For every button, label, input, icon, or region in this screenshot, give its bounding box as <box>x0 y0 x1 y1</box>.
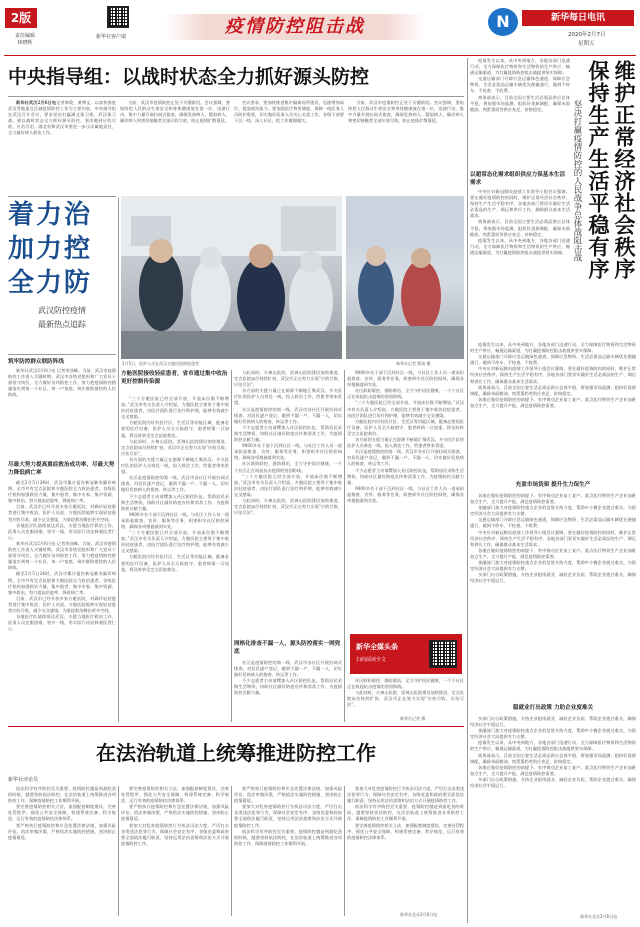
issue-date: 2020年2月7日 <box>568 32 606 38</box>
header-rule <box>4 55 636 56</box>
right-byline: 新华社北京2月6日电 <box>580 914 618 919</box>
editor-credit: 责任编辑 林晓辉 <box>14 33 35 46</box>
right-vertical-title2: 保持生产生活平稳有序 <box>586 60 610 280</box>
right-col-d: 多部门出台政策措施，支持企业稳岗就业，减轻企业负担，帮助企业渡过难关，确保经济社会平稳运行。 金融部门加大对疫情防控重点企业的信贷支持力度，帮助中小微企业渡过难关，为稳定经济社会大局提供有力支撑。 疫情发生以来，从中央到地方，各地各部门迅速行动，全力保障医疗物资和生活物资的生产供应，畅通运输渠道，为打赢疫情防控阻击战提供坚实保障。 商务部表示，目前全国主要生活必需品供应总体平稳，将加强市场监测，组织好货源调配，确保米面粮油、肉蛋菜奶等供应充足、价格稳定。 各地在做好疫情防控的前提下，有序推动企业复工复产。重点医疗物资生产企业加班加点生产，全力提升产能，满足疫情防控需要。 多部门出台政策措施，支持企业稳岗就业，减轻企业负担，帮助企业渡过难关，确保经济社会平稳运行。 <box>470 716 636 789</box>
center-photo-credit: 新华社记者 摄 <box>400 716 426 721</box>
app-label: 新华社客户端 <box>96 34 127 40</box>
slogan-line2: 加力控 <box>8 234 93 264</box>
slogan-sub2: 最新热点追踪 <box>38 320 86 329</box>
right-col-c: 各地在做好疫情防控的前提下，有序推动企业复工复产。重点医疗物资生产企业加班加点生产，全力提升产能，满足疫情防控需要。 金融部门加大对疫情防控重点企业的信贷支持力度，帮助中小微企业渡过难关，为稳定经济社会大局提供有力支撑。 交通运输部门开辟应急运输绿色通道，保障应急物资、生活必需品运输车辆优先便捷通行，做到不停车、不检查、不收费。 中央应对新冠肺炎疫情工作领导小组会议强调，要在做好疫情防控的同时，维护正常经济社会秩序，保持生产生活平稳有序。各地各部门要切实做好生活必需品的生产、调运和供应工作，确保群众基本生活需求。 各地在做好疫情防控的前提下，有序推动企业复工复产。重点医疗物资生产企业加班加点生产，全力提升产能，满足疫情防控需要。 金融部门加大对疫情防控重点企业的信贷支持力度，帮助中小微企业渡过难关，为稳定经济社会大局提供有力支撑。 多部门出台政策措施，支持企业稳岗就业，减轻企业负担，帮助企业渡过难关，确保经济社会平稳运行。 <box>470 493 636 584</box>
section-banner <box>165 14 425 40</box>
center-col1: “三个方舱医院已经全部开放，开放床位数不断增加。”武汉市有关负责人介绍说。方舱医院主要用于集中收治轻症患者，由医疗团队进行治疗和护理，能够有效减少交叉感染。 方舱医院内设有医疗区、生活区等功能区域，配备必要的医疗设备，医护人员全天候值守，患者病情一旦加重，将及时转至定点医院救治。 与此同时，火神山医院、雷神山医院建设加快推进，定点医院床位持续扩容，武汉市正在努力实现“应收尽收、应治尽治”。 各方面的支援力量正在源源不断地汇聚武汉。多支医疗队的医护人员奔赴一线，投入救治工作，给患者带来希望。 社区是疫情防控的第一线。武汉市各社区开展拉网式排查，对居民逐户登记，做到不漏一户、不漏一人，切实做好发热病人的排查、转运等工作。 不少志愿者主动请缨加入社区防控队伍，帮助居民采购生活物资，协助社区做好防疫宣传和消杀工作，为疫情防控贡献力量。 9000多名干部下沉到社区一线，与社区工作人员一道承担起排查、宣传、服务等任务，织密织牢社区防控网络，确保各项措施落到实处。 “三个方舱医院已经全部开放，开放床位数不断增加。”武汉市有关负责人介绍说。方舱医院主要用于集中收治轻症患者，由医疗团队进行治疗和护理，能够有效减少交叉感染。 方舱医院内设有医疗区、生活区等功能区域，配备必要的医疗设备，医护人员全天候值守，患者病情一旦加重，将及时转至定点医院救治。 <box>121 396 229 572</box>
right-text-top: 疫情发生以来，从中央到地方，各地各部门迅速行动，全力保障医疗物资和生活物资的生产供应，畅通运输渠道，为打赢疫情防控阻击战提供坚实保障。 交通运输部门开辟应急运输绿色通道，保障应急物资、生活必需品运输车辆优先便捷通行，做到不停车、不检查、不收费。 商务部表示，目前全国主要生活必需品供应总体平稳，将加强市场监测，组织好货源调配，确保米面粮油、肉蛋菜奶等供应充足、价格稳定。 <box>470 58 570 112</box>
lead-photo-illustration <box>121 196 342 359</box>
left-heading1: 筑牢防控群众联防阵线 <box>8 359 64 365</box>
app-promo-sub: 扫码阅读全文 <box>356 657 387 663</box>
center-col2-lower: 社区是疫情防控的第一线。武汉市各社区开展拉网式排查，对居民逐户登记，做到不漏一户、不漏一人，切实做好发热病人的排查、转运等工作。 不少志愿者主动请缨加入社区防控队伍，帮助居民采购生活物资，协助社区做好防疫宣传和消杀工作，为疫情防控贡献力量。 <box>234 660 342 696</box>
bottom-col1: 依法科学有序防控至关重要。疫情防控越是到最吃劲的时候，越要坚持依法防控，在法治轨道上统筹推进各项防控工作，保障疫情防控工作顺利开展。 要完善疫情防控相关立法，加强配套制度建设，完善处罚程序，强化公共安全保障，构建系统完备、科学规范、运行有效的疫情防控法律体系。 要严格执行疫情防控和应急处置法律法规，加强风险评估，依法审慎决策，严格依法实施防控措施，坚决防止疫情蔓延。 <box>8 786 116 840</box>
app-promo-title: 新华全媒头条 <box>356 643 398 651</box>
center-col3: 9000多名干部下沉到社区一线，与社区工作人员一道承担起排查、宣传、服务等任务，织密织牢社区防控网络，确保各项措施落到实处。 社区联防联控、群防群治，全力守护居民健康，一个个社区正在筑起抗击疫情的坚固防线。 “三个方舱医院已经全部开放，开放床位数不断增加。”武汉市有关负责人介绍说。方舱医院主要用于集中收治轻症患者，由医疗团队进行治疗和护理，能够有效减少交叉感染。 方舱医院内设有医疗区、生活区等功能区域，配备必要的医疗设备，医护人员全天候值守，患者病情一旦加重，将及时转至定点医院救治。 各方面的支援力量正在源源不断地汇聚武汉。多支医疗队的医护人员奔赴一线，投入救治工作，给患者带来希望。 社区是疫情防控的第一线。武汉市各社区开展拉网式排查，对居民逐户登记，做到不漏一户、不漏一人，切实做好发热病人的排查、转运等工作。 不少志愿者主动请缨加入社区防控队伍，帮助居民采购生活物资，协助社区做好防疫宣传和消杀工作，为疫情防控贡献力量。 9000多名干部下沉到社区一线，与社区工作人员一道承担起排查、宣传、服务等任务，织密织牢社区防控网络，确保各项措施落到实处。 <box>347 370 464 503</box>
center-heading1: 方舱医院接收轻症患者，省市通过集中收治更好控制传染源 <box>121 371 228 385</box>
right-heading-c: 稳就业打出政策 力助企业度难关 <box>512 705 594 711</box>
lead-rule <box>8 96 464 97</box>
lead-photo <box>121 196 342 359</box>
bottom-col4: 要加大对危害疫情防控行为执法司法力度，严厉打击各类违法犯罪行为，保障社会安定有序。各级党委和政府要全面依法履行职责，坚持运用法治思维和法治方式开展疫情防控工作。 依法科学有序防控至关重要。疫情防控越是到最吃劲的时候，越要坚持依法防控，在法治轨道上统筹推进各项防控工作，保障疫情防控工作顺利开展。 要完善疫情防控相关立法，加强配套制度建设，完善处罚程序，强化公共安全保障，构建系统完备、科学规范、运行有效的疫情防控法律体系。 <box>347 786 464 840</box>
lead-article-col4: 当前，武汉市疫情防控正处于关键阶段。会议强调，要始终把人民群众生命安全和身体健康放在第一位，迅速行动，集中力量开展拉网式排查，确保发热病人、疑似病人、确诊病人和密切接触者全部应收尽收，防止疫情扩散蔓延。 <box>348 100 464 124</box>
lead-article-col2: 当前，武汉市疫情防控正处于关键阶段。会议强调，要始终把人民群众生命安全和身体健康放在第一位，迅速行动，集中力量开展拉网式排查，确保发热病人、疑似病人、确诊病人和密切接触者全部应收尽收，防止疫情扩散蔓延。 <box>120 100 230 124</box>
newspaper-name: 新华每日电讯 <box>522 10 634 26</box>
slogan-sub1: 武汉防控疫情 <box>38 306 86 315</box>
slogan-line1: 着力治 <box>8 200 93 230</box>
issue-weekday: 星期五 <box>578 41 595 47</box>
center-heading2: 网格化排查不漏一人，源头防控落实一网兜底 <box>234 641 341 655</box>
center-col3-lower: 社区联防联控、群防群治，全力守护居民健康，一个个社区正在筑起抗击疫情的坚固防线。 与此同时，火神山医院、雷神山医院建设加快推进，定点医院床位持续扩容，武汉市正在努力实现“应收尽收、应治尽治”。 <box>347 678 464 708</box>
right-vertical-title1: 维护正常经济社会秩序 <box>612 60 636 280</box>
app-promo-box[interactable] <box>350 634 462 674</box>
lead-photo-caption: 2月5日，医护人员在武汉方舱医院接收患者 <box>122 361 200 366</box>
right-col-a: 中央应对新冠肺炎疫情工作领导小组会议强调，要在做好疫情防控的同时，维护正常经济社会秩序，保持生产生活平稳有序。各地各部门要切实做好生活必需品的生产、调运和供应工作，确保群众基本生活需求。 商务部表示，目前全国主要生活必需品供应总体平稳，将加强市场监测，组织好货源调配，确保米面粮油、肉蛋菜奶等供应充足、价格稳定。 疫情发生以来，从中央到地方，各地各部门迅速行动，全力保障医疗物资和生活物资的生产供应，畅通运输渠道，为打赢疫情防控阻击战提供坚实保障。 <box>470 189 570 255</box>
qr-code-icon[interactable] <box>107 6 129 28</box>
second-photo-illustration <box>346 196 464 359</box>
left-heading2: 尽最大努力提高重症救治成功率、尽最大努力降低病亡率 <box>8 462 115 476</box>
left-body2: 截至2月5日24时，武汉市累计报告新冠肺炎确诊病例，全市共有定点医院和方舱医院全力收治患者。各级医疗机构加强救治力量，集中患者、集中专家、集中资源、集中救治，努力提高治愈率、降低病亡率。 目前，武汉市已经开放多家方舱医院，对确诊轻症患者进行集中收治。医护人员说，方舱医院能够实现轻症患者应收尽收，减少交叉感染，为重症救治腾出更多空间。 各地医疗队陆续抵达武汉，支援当地医疗救治工作。医务人员克服困难，坚守一线，用实际行动诠释着医者仁心。 新华社武汉2月6日电 记者李劲峰。当前，武汉市疫情防控工作进入关键时期。武汉市各级党组织和广大党员干部坚守岗位，全力做好各项防控工作，努力把疫情防控措施落实到每一个社区、每一户家庭，筑牢群防群控的人民防线。 截至2月5日24时，武汉市累计报告新冠肺炎确诊病例，全市共有定点医院和方舱医院全力收治患者。各级医疗机构加强救治力量，集中患者、集中专家、集中资源、集中救治，努力提高治愈率、降低病亡率。 目前，武汉市已经开放多家方舱医院，对确诊轻症患者进行集中收治。医护人员说，方舱医院能够实现轻症患者应收尽收，减少交叉感染，为重症救治腾出更多空间。 各地医疗队陆续抵达武汉，支援当地医疗救治工作。医务人员克服困难，坚守一线，用实际行动诠释着医者仁心。 <box>8 480 116 632</box>
section-banner-title: 疫情防控阻击战 <box>225 16 365 37</box>
bottom-headline: 在法治轨道上统筹推进防控工作 <box>96 741 376 765</box>
page-header <box>0 0 640 60</box>
lead-headline: 中央指导组：以战时状态全力抓好源头防控 <box>8 66 370 88</box>
right-heading-a: 以超常态化需求组织供应力保基本生活需求 <box>470 172 566 186</box>
bottom-col2: 要完善疫情防控相关立法，加强配套制度建设，完善处罚程序，强化公共安全保障，构建系统完备、科学规范、运行有效的疫情防控法律体系。 要严格执行疫情防控和应急处置法律法规，加强风险评估，依法审慎决策，严格依法实施防控措施，坚决防止疫情蔓延。 要加大对危害疫情防控行为执法司法力度，严厉打击各类违法犯罪行为，保障社会安定有序。各级党委和政府要全面依法履行职责，坚持运用法治思维和法治方式开展疫情防控工作。 <box>121 786 229 846</box>
newspaper-logo-icon: N <box>488 8 518 36</box>
lead-article-col1: 新华社武汉2月6日电记者帅俊、黄博文。以加快推进武汉等地重点区域疫情防控工作为主要内容，中央指导组在武汉召开会议，要求坚决打赢湖北保卫战、武汉保卫战。要以战时状态全力抓好源头防控，坚决做到应收尽收、应治尽治。湖北省和武汉市要进一步压实属地责任，全力做好病人救治工作。 <box>8 100 116 136</box>
right-heading-b: 充盈市场货架 提升生力保生产 <box>515 482 591 488</box>
page-number-badge: 2版 <box>5 8 37 28</box>
right-vertical-subtitle: 坚决打赢疫情防控的人民战争总体战阻击战 <box>572 100 582 262</box>
bottom-section-label: 新华社评论员 <box>8 777 39 783</box>
center-col2: 与此同时，火神山医院、雷神山医院建设加快推进，定点医院床位持续扩容，武汉市正在努力实现“应收尽收、应治尽治”。 各方面的支援力量正在源源不断地汇聚武汉。多支医疗队的医护人员奔赴一线，投入救治工作，给患者带来希望。 社区是疫情防控的第一线。武汉市各社区开展拉网式排查，对居民逐户登记，做到不漏一户、不漏一人，切实做好发热病人的排查、转运等工作。 不少志愿者主动请缨加入社区防控队伍，帮助居民采购生活物资，协助社区做好防疫宣传和消杀工作，为疫情防控贡献力量。 9000多名干部下沉到社区一线，与社区工作人员一道承担起排查、宣传、服务等任务，织密织牢社区防控网络，确保各项措施落到实处。 社区联防联控、群防群治，全力守护居民健康，一个个社区正在筑起抗击疫情的坚固防线。 “三个方舱医院已经全部开放，开放床位数不断增加。”武汉市有关负责人介绍说。方舱医院主要用于集中收治轻症患者，由医疗团队进行治疗和护理，能够有效减少交叉感染。 与此同时，火神山医院、雷神山医院建设加快推进，定点医院床位持续扩容，武汉市正在努力实现“应收尽收、应治尽治”。 <box>234 370 342 516</box>
app-promo-qr-icon[interactable] <box>429 640 457 668</box>
second-photo-caption: 新华社记者 熊琦 摄 <box>396 361 431 366</box>
slogan-line3: 全力防 <box>8 268 93 298</box>
bottom-col3: 要严格执行疫情防控和应急处置法律法规，加强风险评估，依法审慎决策，严格依法实施防控措施，坚决防止疫情蔓延。 要加大对危害疫情防控行为执法司法力度，严厉打击各类违法犯罪行为，保障社会安定有序。各级党委和政府要全面依法履行职责，坚持运用法治思维和法治方式开展疫情防控工作。 依法科学有序防控至关重要。疫情防控越是到最吃劲的时候，越要坚持依法防控，在法治轨道上统筹推进各项防控工作，保障疫情防控工作顺利开展。 <box>234 786 342 846</box>
right-col-wide: 疫情发生以来，从中央到地方，各地各部门迅速行动，全力保障医疗物资和生活物资的生产供应，畅通运输渠道，为打赢疫情防控阻击战提供坚实保障。 交通运输部门开辟应急运输绿色通道，保障应急物资、生活必需品运输车辆优先便捷通行，做到不停车、不检查、不收费。 中央应对新冠肺炎疫情工作领导小组会议强调，要在做好疫情防控的同时，维护正常经济社会秩序，保持生产生活平稳有序。各地各部门要切实做好生活必需品的生产、调运和供应工作，确保群众基本生活需求。 商务部表示，目前全国主要生活必需品供应总体平稳，将加强市场监测，组织好货源调配，确保米面粮油、肉蛋菜奶等供应充足、价格稳定。 各地在做好疫情防控的前提下，有序推动企业复工复产。重点医疗物资生产企业加班加点生产，全力提升产能，满足疫情防控需要。 <box>470 342 636 408</box>
left-body1: 新华社武汉2月6日电 记者李劲峰。当前，武汉市疫情防控工作进入关键时期。武汉市各级党组织和广大党员干部坚守岗位，全力做好各项防控工作，努力把疫情防控措施落实到每一个社区、每一户家庭，筑牢群防群控的人民防线。 <box>8 368 116 398</box>
lead-article-col3: 会议要求，要加快推进集中隔离场所建设，迅速增加床位，提高收治能力。要加强医疗物资调度，保障一线医务人员防护需要，切实做好医务人员关心关爱工作。各级干部要下沉一线，深入社区，把工作做细做实。 <box>234 100 344 124</box>
second-photo <box>346 196 464 359</box>
slogan-block <box>8 198 116 350</box>
bottom-byline: 新华社北京2月6日电 <box>400 912 438 917</box>
